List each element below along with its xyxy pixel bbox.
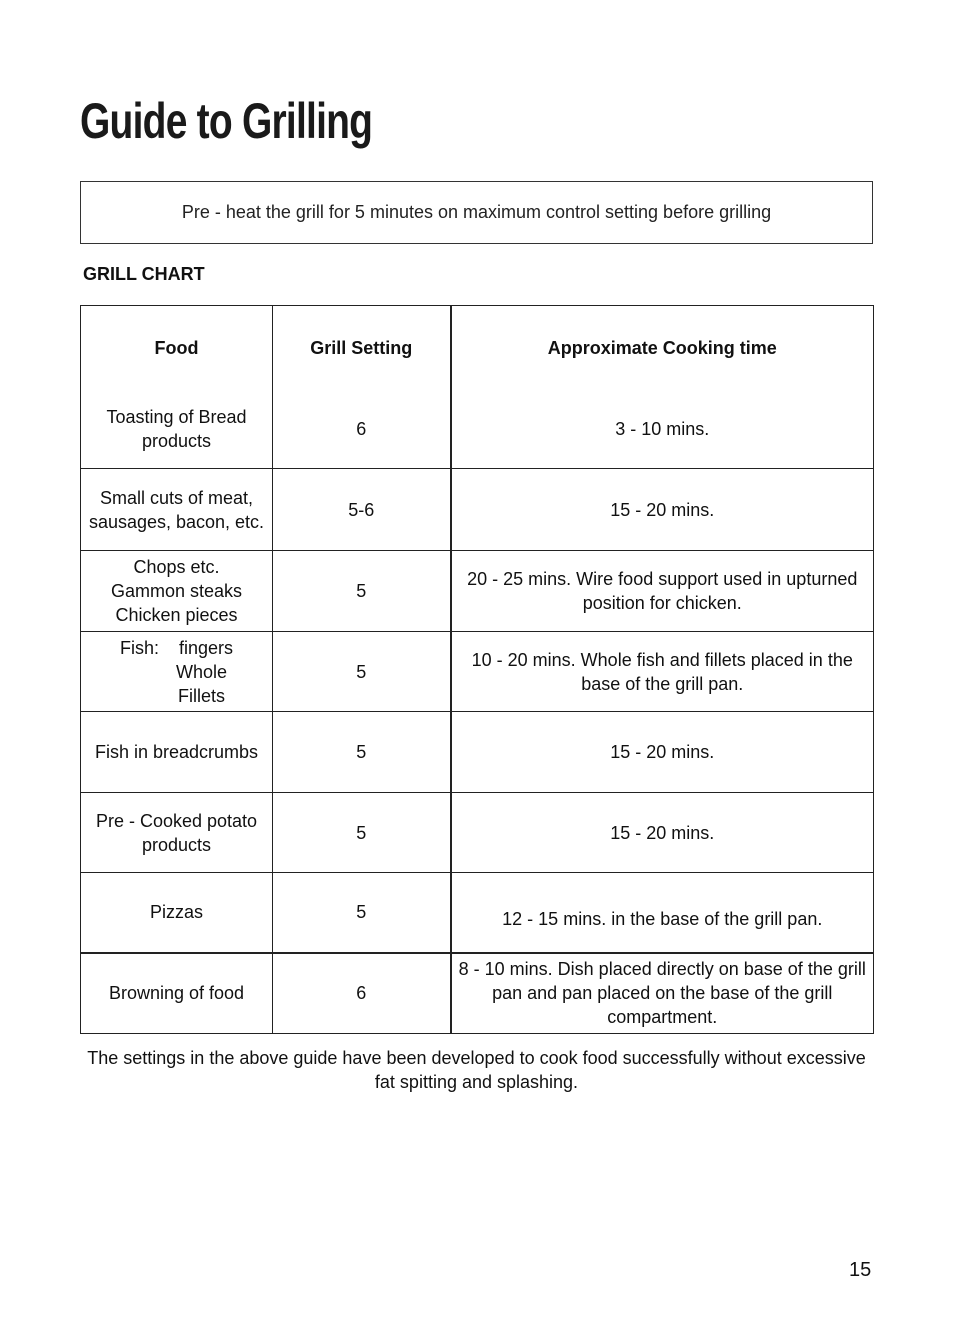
table-row: [81, 551, 874, 632]
grill-setting-cell: 5: [273, 793, 451, 873]
table-row: [81, 469, 874, 551]
food-line: Fillets: [127, 685, 225, 706]
cooking-time-cell: 12 - 15 mins. in the base of the grill pan.: [451, 873, 874, 953]
cooking-time-cell: 20 - 25 mins. Wire food support used in upturned position for chicken.: [451, 551, 874, 632]
cooking-time-cell: 3 - 10 mins.: [451, 390, 874, 469]
header-food: Food: [81, 306, 273, 390]
table-row: [81, 712, 874, 793]
grill-setting-cell: 5: [273, 873, 451, 953]
grill-setting-cell: 5: [273, 632, 451, 712]
grill-chart-table: [80, 305, 874, 1034]
footer-note: The settings in the above guide have been developed to cook food successfully without excessive fat spitting and splashing.: [87, 1048, 866, 1092]
food-cell: Pre - Cooked potato products: [81, 793, 273, 873]
grill-setting-cell: 5: [273, 712, 451, 793]
grill-setting-cell: 6: [273, 390, 451, 469]
cooking-time-cell: 15 - 20 mins.: [451, 712, 874, 793]
preheat-notice: [80, 181, 873, 244]
cooking-time-cell: 15 - 20 mins.: [451, 793, 874, 873]
table-row: [81, 953, 874, 1034]
food-line: Fish: fingers: [119, 637, 234, 658]
grill-setting-cell: 5: [273, 551, 451, 632]
cooking-time-cell: 15 - 20 mins.: [451, 469, 874, 551]
food-cell: Chops etc. Gammon steaks Chicken pieces: [81, 551, 273, 632]
food-cell: Pizzas: [81, 873, 273, 953]
table-row: [81, 632, 874, 712]
food-cell: Fish in breadcrumbs: [81, 712, 273, 793]
table-row: [81, 793, 874, 873]
food-cell: Browning of food: [81, 953, 273, 1034]
grill-chart-label: GRILL CHART: [83, 264, 205, 284]
cooking-time-cell: 10 - 20 mins. Whole fish and fillets placed in the base of the grill pan.: [451, 632, 874, 712]
food-cell: Toasting of Bread products: [81, 390, 273, 469]
header-grill-setting: Grill Setting: [273, 306, 451, 390]
page-number: 15: [849, 1259, 872, 1281]
table-row: [81, 873, 874, 953]
food-line: Whole: [125, 661, 228, 682]
grill-setting-cell: 5-6: [273, 469, 451, 551]
table-header-row: [81, 306, 874, 390]
grill-setting-cell: 6: [273, 953, 451, 1034]
cooking-time-cell: 8 - 10 mins. Dish placed directly on base of the grill pan and pan placed on the base of the grill compartment.: [451, 953, 874, 1034]
table-row: [81, 390, 874, 469]
food-cell-fish: [81, 632, 273, 712]
preheat-notice-text: Pre - heat the grill for 5 minutes on maximum control setting before grilling: [181, 202, 772, 222]
header-cooking-time: Approximate Cooking time: [451, 306, 874, 390]
food-cell: Small cuts of meat, sausages, bacon, etc.: [81, 469, 273, 551]
page-title: Guide to Grilling: [80, 93, 373, 149]
